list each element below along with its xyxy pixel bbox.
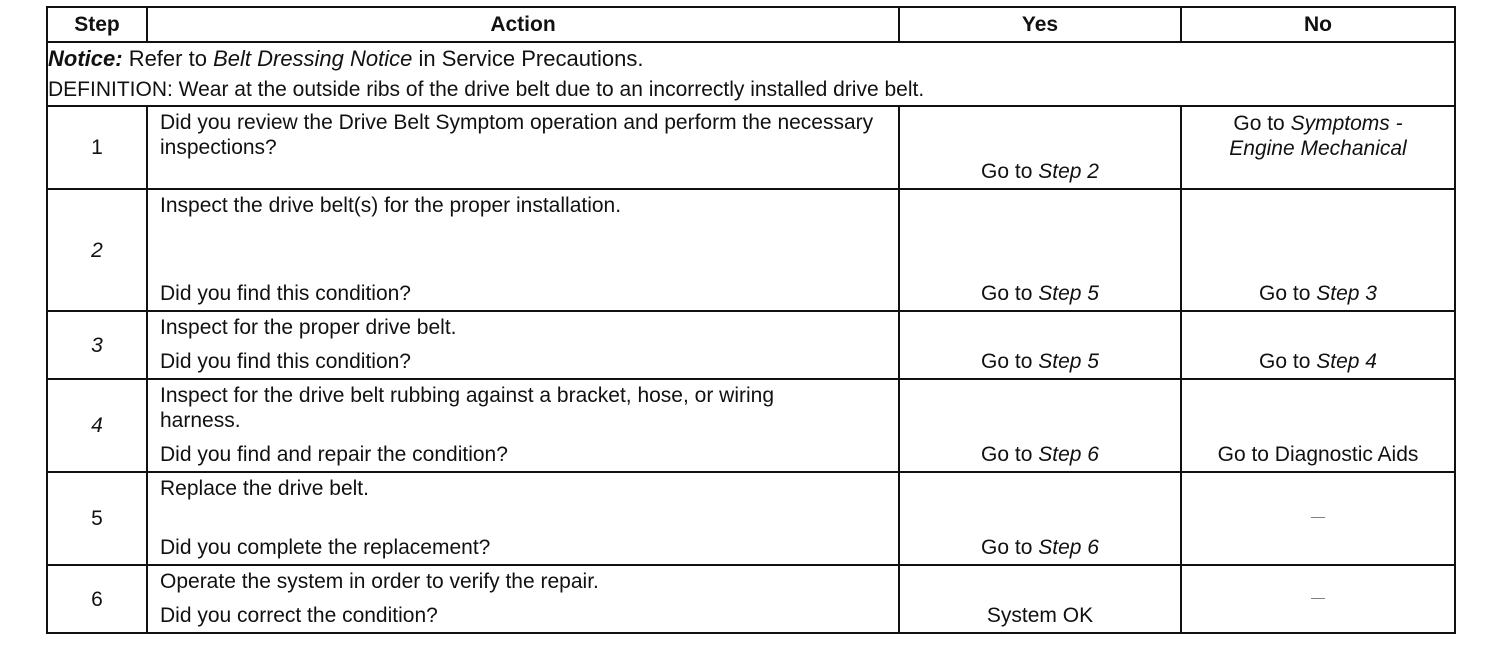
yes-cell (899, 106, 1181, 189)
table-row (47, 189, 1455, 311)
action-text: Inspect for the proper drive belt. (160, 316, 457, 339)
no-link[interactable]: Go to Diagnostic Aids (1217, 443, 1419, 466)
yes-cell (899, 565, 1181, 633)
step-number: 3 (47, 311, 147, 379)
header-step: Step (47, 7, 147, 42)
action-text: Did you review the Drive Belt Symptom operation and perform the necessary inspections? (160, 111, 874, 159)
action-cell (147, 379, 899, 472)
action-cell (147, 189, 899, 311)
yes-cell (899, 379, 1181, 472)
no-cell (1181, 311, 1455, 379)
yes-cell (899, 189, 1181, 311)
yes-cell (899, 472, 1181, 565)
notice-label: Notice: (48, 46, 123, 71)
action-question: Did you find this condition? (160, 350, 411, 373)
header-action: Action (147, 7, 899, 42)
diagnostic-table (46, 6, 1456, 634)
notice-ref: Belt Dressing Notice (213, 46, 413, 71)
no-cell (1181, 472, 1455, 565)
step-number: 2 (47, 189, 147, 311)
action-text: Inspect for the drive belt rubbing against a bracket, hose, or wiring harness. (160, 384, 775, 432)
action-cell (147, 472, 899, 565)
notice-line (48, 43, 1454, 75)
no-prefix: Go to (1233, 112, 1285, 135)
table-row (47, 311, 1455, 379)
step-number: 5 (47, 472, 147, 565)
definition-text: DEFINITION: Wear at the outside ribs of the drive belt due to an incorrectly installed drive belt. (48, 78, 925, 101)
notice-text-before: Refer to (128, 46, 207, 71)
notice-text-after: in Service Precautions. (418, 46, 644, 71)
no-dash: — (1311, 588, 1325, 605)
step-number: 4 (47, 379, 147, 472)
no-cell (1181, 379, 1455, 472)
no-cell (1181, 189, 1455, 311)
yes-link[interactable]: Go to Step 5 (981, 350, 1099, 373)
no-ref: Symptoms - Engine Mechanical (1229, 112, 1407, 160)
no-dash: — (1311, 508, 1325, 524)
table-row (47, 565, 1455, 633)
action-question: Did you complete the replacement? (160, 536, 491, 559)
action-text: Inspect the drive belt(s) for the proper installation. (160, 194, 622, 217)
action-cell (147, 565, 899, 633)
table-row (47, 472, 1455, 565)
no-cell (1181, 565, 1455, 633)
action-text: Operate the system in order to verify the repair. (160, 570, 599, 593)
no-link[interactable]: Go to Step 3 (1259, 282, 1377, 305)
action-text: Replace the drive belt. (160, 477, 369, 500)
table-row (47, 106, 1455, 189)
step-number: 1 (47, 106, 147, 189)
yes-result: System OK (986, 604, 1094, 627)
action-cell (147, 106, 899, 189)
notice-cell (47, 42, 1455, 106)
table-row (47, 379, 1455, 472)
yes-link[interactable]: Go to Step 5 (981, 282, 1099, 305)
yes-cell (899, 311, 1181, 379)
yes-ref: Step 2 (1038, 160, 1099, 183)
no-cell (1181, 106, 1455, 189)
header-yes: Yes (899, 7, 1181, 42)
no-link[interactable]: Go to Step 4 (1259, 350, 1377, 373)
no-link[interactable] (1203, 111, 1433, 161)
step-number: 6 (47, 565, 147, 633)
action-question: Did you find and repair the condition? (160, 443, 508, 466)
header-row (47, 7, 1455, 42)
action-question: Did you find this condition? (160, 282, 411, 305)
header-no: No (1181, 7, 1455, 42)
action-cell (147, 311, 899, 379)
yes-link[interactable] (981, 159, 1099, 184)
yes-prefix: Go to (981, 160, 1033, 183)
action-question: Did you correct the condition? (160, 604, 438, 627)
yes-link[interactable]: Go to Step 6 (981, 443, 1099, 466)
notice-row (47, 42, 1455, 106)
yes-link[interactable]: Go to Step 6 (981, 536, 1099, 559)
